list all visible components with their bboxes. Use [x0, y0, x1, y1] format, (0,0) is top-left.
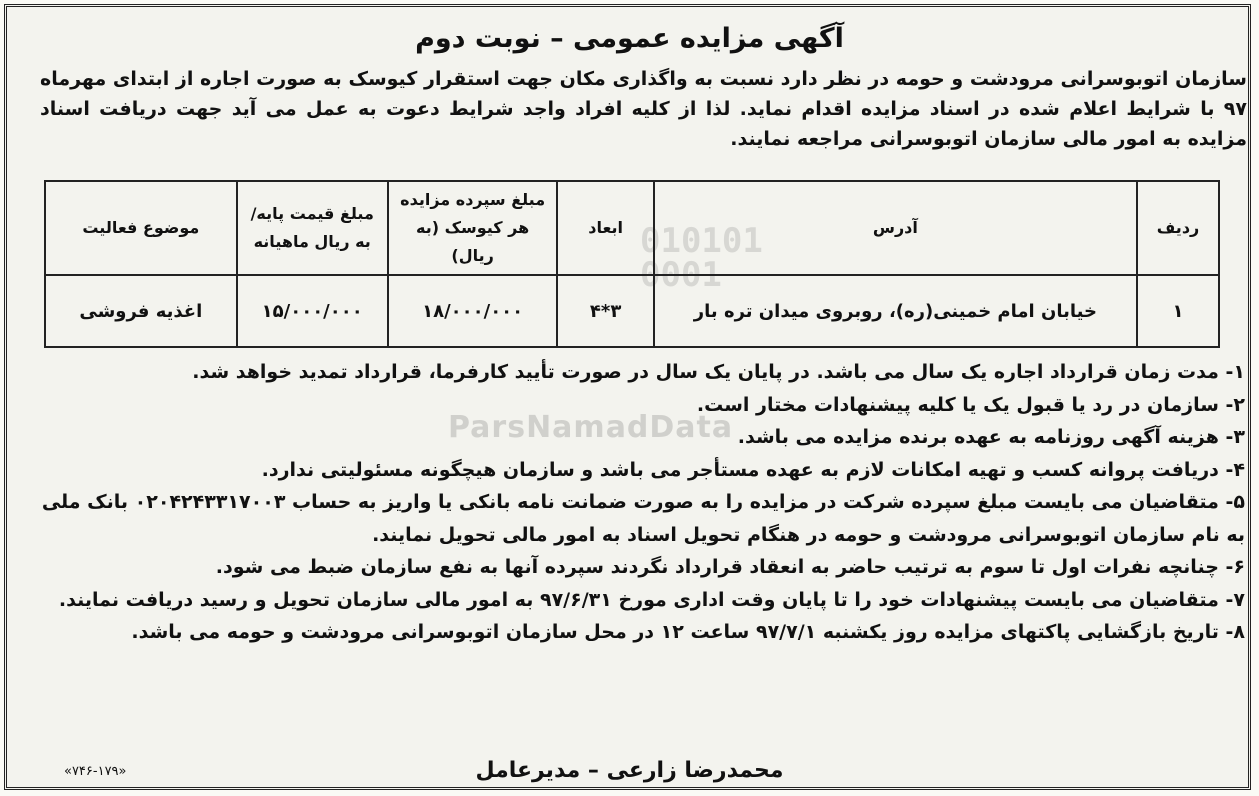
notice-title: آگهی مزایده عمومی – نوبت دوم	[415, 23, 844, 54]
cell-activity: اغذیه فروشی	[45, 275, 237, 347]
cell-dimensions: ۳*۴	[557, 275, 653, 347]
table-row	[45, 275, 1219, 347]
auction-table	[44, 180, 1220, 348]
background-digits-watermark: 010101 0001	[640, 221, 763, 295]
cell-base-price: ۱۵/۰۰۰/۰۰۰	[237, 275, 388, 347]
condition-item: ۲- سازمان در رد یا قبول یک یا کلیه پیشنهادات مختار است.	[696, 393, 1245, 416]
watermark-text: ParsNamadData	[448, 410, 734, 445]
condition-item: ۸- تاریخ بازگشایی پاکتهای مزایده روز یکشنبه ۹۷/۷/۱ ساعت ۱۲ در محل سازمان اتوبوسرانی مرودشت و حومه می باشد.	[131, 621, 1245, 643]
header-radif: ردیف	[1137, 181, 1219, 275]
signature: محمدرضا زارعی – مدیرعامل	[475, 758, 784, 783]
cell-address: خیابان امام خمینی(ره)، روبروی میدان تره بار	[654, 275, 1137, 347]
notice-intro: سازمان اتوبوسرانی مرودشت و حومه در نظر دارد نسبت به واگذاری مکان جهت استقرار کیوسک به صورت اجاره از ابتدای مهرماه ۹۷ با شرایط اعلام شده در اسناد مزایده اقدام نماید. لذا از کلیه افراد واجد شرایط دعوت به عمل می آید جهت دریافت اسناد مزایده به امور مالی سازمان اتوبوسرانی مراجعه نمایند.	[40, 68, 1247, 150]
header-activity: موضوع فعالیت	[45, 181, 237, 275]
header-deposit: مبلغ سپرده مزایده هر کیوسک (به ریال)	[388, 181, 558, 275]
condition-item: ۵- متقاضیان می بایست مبلغ سپرده شرکت در مزایده را به صورت ضمانت نامه بانکی یا واریز به حساب ۰۲۰۴۲۴۳۳۱۷۰۰۳ بانک ملی به نام سازمان اتوبوسرانی مرودشت و حومه در هنگام تحویل اسناد به امور مالی تحویل نمایند.	[41, 491, 1245, 546]
condition-item: ۳- هزینه آگهی روزنامه به عهده برنده مزایده می باشد.	[737, 426, 1245, 448]
header-dimensions: ابعاد	[557, 181, 653, 275]
cell-deposit: ۱۸/۰۰۰/۰۰۰	[388, 275, 558, 347]
table-header-row	[45, 181, 1219, 275]
cell-radif: ۱	[1137, 275, 1219, 347]
header-base-price: مبلغ قیمت پایه/ به ریال ماهیانه	[237, 181, 388, 275]
condition-item: ۷- متقاضیان می بایست پیشنهادات خود را تا پایان وقت اداری مورخ ۹۷/۶/۳۱ به امور مالی سازمان تحویل و رسید دریافت نمایند.	[58, 588, 1245, 611]
conditions-list	[30, 356, 1245, 649]
condition-item: ۶- چنانچه نفرات اول تا سوم به ترتیب حاضر به انعقاد قرارداد نگردند سپرده آنها به نفع سازمان ضبط می شود.	[215, 556, 1245, 578]
header-address: آدرس	[654, 181, 1137, 275]
condition-item: ۴- دریافت پروانه کسب و تهیه امکانات لازم به عهده مستأجر می باشد و سازمان هیچگونه مسئولیتی ندارد.	[261, 458, 1245, 481]
ad-code: «۷۴۶-۱۷۹»	[64, 764, 127, 779]
condition-item: ۱- مدت زمان قرارداد اجاره یک سال می باشد. در پایان یک سال در صورت تأیید کارفرما، قرارداد تمدید خواهد شد.	[192, 361, 1245, 383]
